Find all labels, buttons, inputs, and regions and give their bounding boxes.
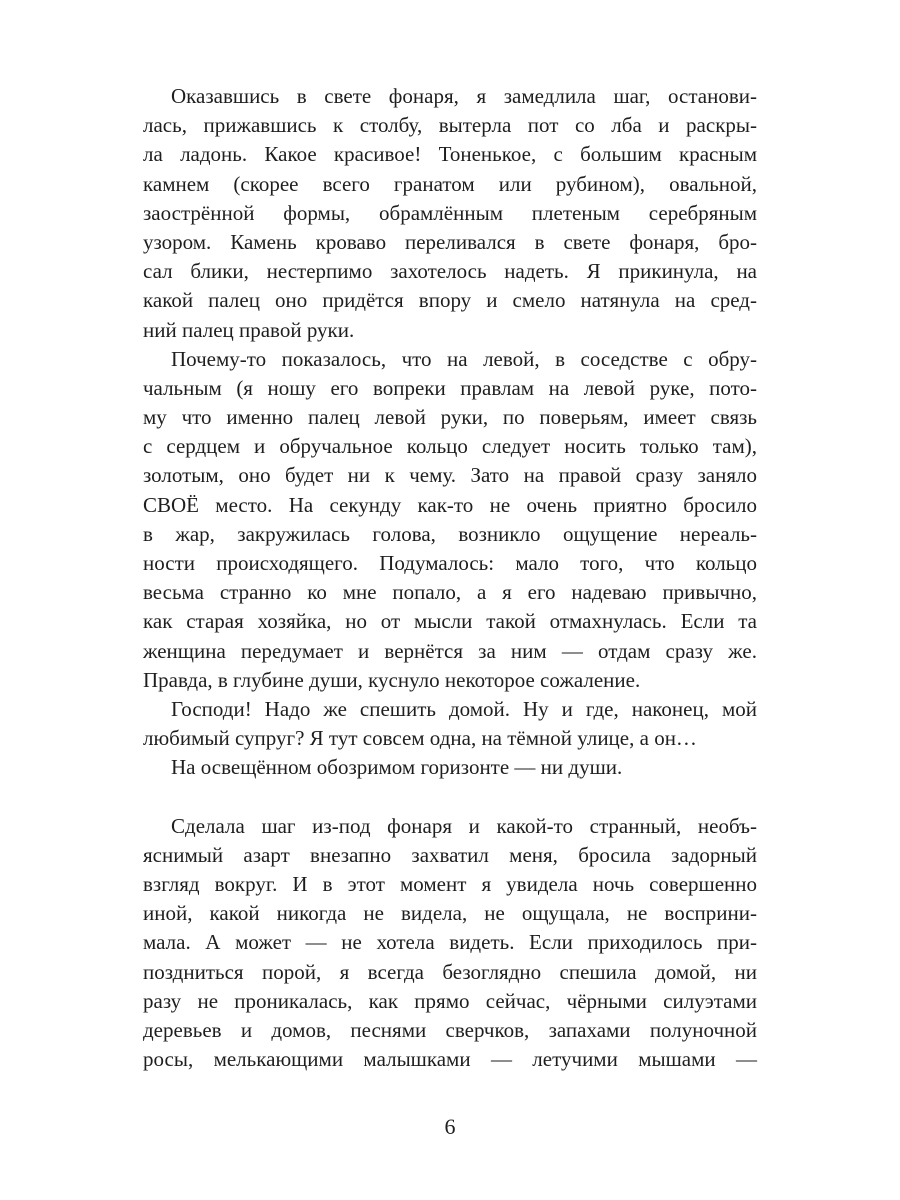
text-line: ний палец правой руки.: [143, 317, 355, 342]
text-line: женщина передумает и вернётся за ним — отдам сразу же.: [143, 638, 757, 663]
text-line: му что именно палец левой руки, по поверьям, имеет связь: [143, 405, 757, 430]
text-line: весьма странно ко мне попало, а я его надеваю привычно,: [143, 580, 757, 605]
text-line: какой палец оно придётся впору и смело натянула на сред-: [143, 288, 757, 313]
text-line: чальным (я ношу его вопреки правлам на левой руке, пото-: [143, 375, 757, 400]
paragraph: [143, 345, 757, 695]
text-line: любимый супруг? Я тут совсем одна, на тёмной улице, а он…: [143, 726, 697, 751]
text-line: ности происходящего. Подумалось: мало того, что кольцо: [143, 551, 757, 575]
text-line: золотым, оно будет ни к чему. Зато на правой сразу заняло: [143, 463, 757, 488]
paragraph: [143, 695, 757, 753]
page-body: [143, 82, 757, 1074]
text-line: Оказавшись в свете фонаря, я замедлила шаг, останови-: [171, 84, 757, 108]
text-line: лась, прижавшись к столбу, вытерла пот со лба и раскры-: [143, 113, 757, 138]
text-line: Господи! Надо же спешить домой. Ну и где, наконец, мой: [171, 696, 757, 721]
paragraph: [143, 812, 757, 1075]
text-line: мала. А может — не хотела видеть. Если приходилось при-: [143, 930, 757, 955]
text-line: заострённой формы, обрамлённым плетеным серебряным: [143, 200, 757, 225]
text-line: Сделала шаг из-под фонаря и какой-то странный, необъ-: [171, 813, 757, 838]
text-line: ла ладонь. Какое красивое! Тоненькое, с большим красным: [143, 142, 757, 167]
text-line: деревьев и домов, песнями сверчков, запахами полуночной: [143, 1018, 757, 1042]
page-number: 6: [444, 1114, 456, 1139]
text-line: СВОЁ место. На секунду как-то не очень приятно бросило: [143, 492, 757, 517]
text-line: узором. Камень кроваво переливался в свете фонаря, бро-: [143, 229, 757, 254]
text-line: в жар, закружилась голова, возникло ощущение нереаль-: [143, 521, 757, 546]
text-line: Почему-то показалось, что на левой, в соседстве с обру-: [171, 346, 757, 371]
text-line: На освещённом обозримом горизонте — ни души.: [171, 755, 623, 780]
paragraph: [143, 82, 757, 345]
text-line: разу не проникалась, как прямо сейчас, чёрными силуэтами: [143, 988, 757, 1013]
paragraph: [143, 753, 757, 782]
text-line: яснимый азарт внезапно захватил меня, бросила задорный: [143, 842, 757, 867]
text-line: поздниться порой, я всегда безоглядно спешила домой, ни: [143, 959, 757, 984]
text-line: иной, какой никогда не видела, не ощущала, не восприни-: [143, 901, 757, 926]
text-line: с сердцем и обручальное кольцо следует носить только там),: [143, 434, 757, 459]
text-line: взгляд вокруг. И в этот момент я увидела ночь совершенно: [143, 872, 757, 897]
text-line: сал блики, нестерпимо захотелось надеть. Я прикинула, на: [143, 259, 757, 284]
text-line: Правда, в глубине души, куснуло некоторое сожаление.: [143, 667, 641, 692]
text-line: росы, мелькающими малышками — летучими мышами —: [143, 1047, 757, 1072]
text-line: камнем (скорее всего гранатом или рубином), овальной,: [143, 171, 757, 196]
text-line: как старая хозяйка, но от мысли такой отмахнулась. Если та: [143, 609, 757, 634]
